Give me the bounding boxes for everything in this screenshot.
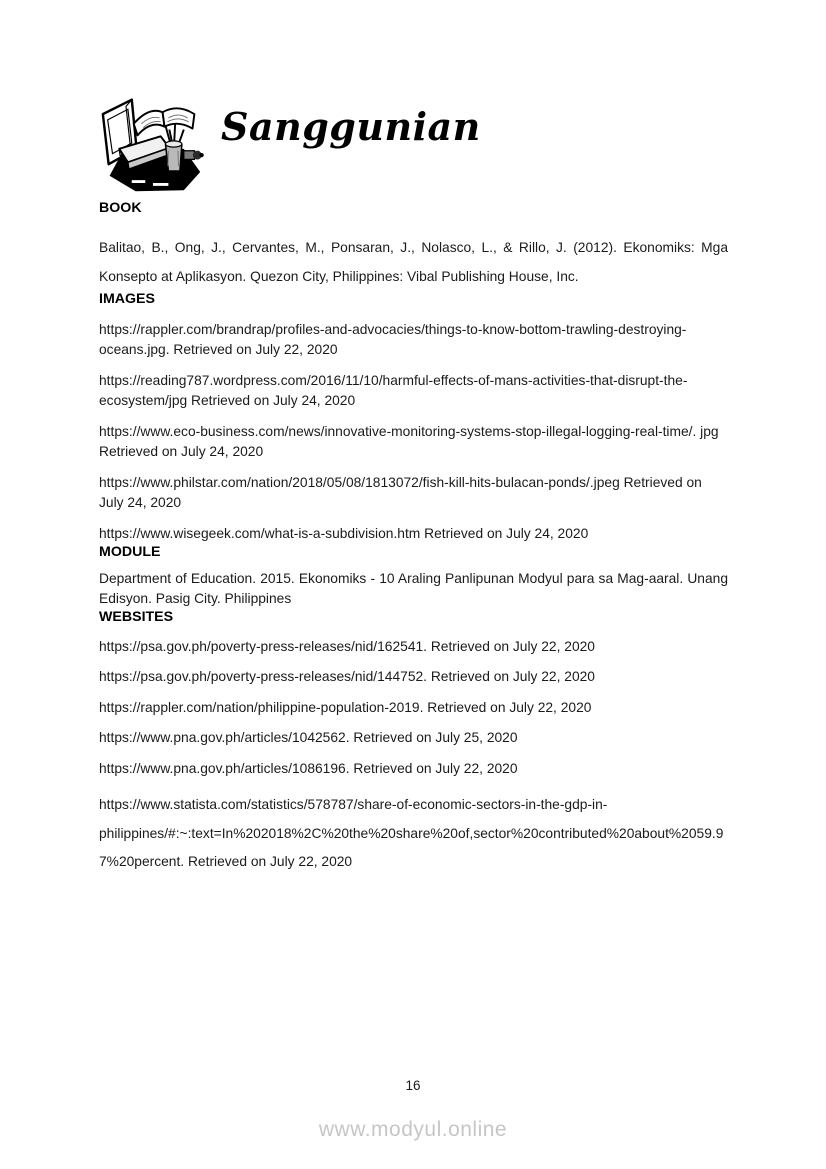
section-heading-book: BOOK — [99, 200, 142, 216]
section-heading-websites: WEBSITES — [99, 608, 174, 625]
website-source-4: https://www.pna.gov.ph/articles/1042562. Retrieved on July 25, 2020 — [99, 730, 518, 745]
image-source-5: https://www.wisegeek.com/what-is-a-subdivision.htm Retrieved on July 24, 2020 — [99, 526, 589, 541]
image-source-2: https://reading787.wordpress.com/2016/11/10/harmful-effects-of-mans-activities-that-disrupt-the-ecosystem/jpg Retrieved on July 24, 2020 — [99, 373, 688, 408]
website-source-6: https://www.statista.com/statistics/578787/share-of-economic-sectors-in-the-gdp-in-philippines/#:~:text=In%202018%2C%20the%20share%20of,sector%20contributed%20about%2059.97%20percent. Retrieved on July 22, 2020 — [99, 797, 724, 869]
page-content — [99, 0, 728, 877]
desk-books-clipart-icon — [99, 92, 205, 196]
website-source-1: https://psa.gov.ph/poverty-press-releases/nid/162541. Retrieved on July 22, 2020 — [99, 638, 595, 654]
website-source-5: https://www.pna.gov.ph/articles/1086196. Retrieved on July 22, 2020 — [99, 760, 518, 776]
page-header — [99, 92, 728, 200]
image-source-4: https://www.philstar.com/nation/2018/05/08/1813072/fish-kill-hits-bulacan-ponds/.jpeg Retrieved on July 24, 2020 — [99, 475, 702, 510]
watermark: www.modyul.online — [318, 1118, 508, 1141]
page-number: 16 — [405, 1078, 421, 1093]
module-citation: Department of Education. 2015. Ekonomiks - 10 Araling Panlipunan Modyul para sa Mag-aaral. Unang Edisyon. Pasig City. Philippines — [99, 570, 728, 606]
section-heading-images: IMAGES — [99, 291, 155, 307]
page-title: Sanggunian — [221, 104, 481, 149]
image-source-3: https://www.eco-business.com/news/innovative-monitoring-systems-stop-illegal-logging-real-time/. jpg Retrieved on July 24, 2020 — [99, 424, 719, 459]
section-heading-module: MODULE — [99, 543, 161, 560]
book-citation: Balitao, B., Ong, J., Cervantes, M., Ponsaran, J., Nolasco, L., & Rillo, J. (2012). Ekonomiks: Mga Konsepto at Aplikasyon. Quezon City, Philippines: Vibal Publishing House, Inc. — [99, 240, 728, 284]
website-source-3: https://rappler.com/nation/philippine-population-2019. Retrieved on July 22, 2020 — [99, 699, 592, 715]
website-source-2: https://psa.gov.ph/poverty-press-releases/nid/144752. Retrieved on July 22, 2020 — [99, 669, 595, 684]
image-source-1: https://rappler.com/brandrap/profiles-and-advocacies/things-to-know-bottom-trawling-destroying-oceans.jpg. Retrieved on July 22, 2020 — [99, 322, 687, 357]
